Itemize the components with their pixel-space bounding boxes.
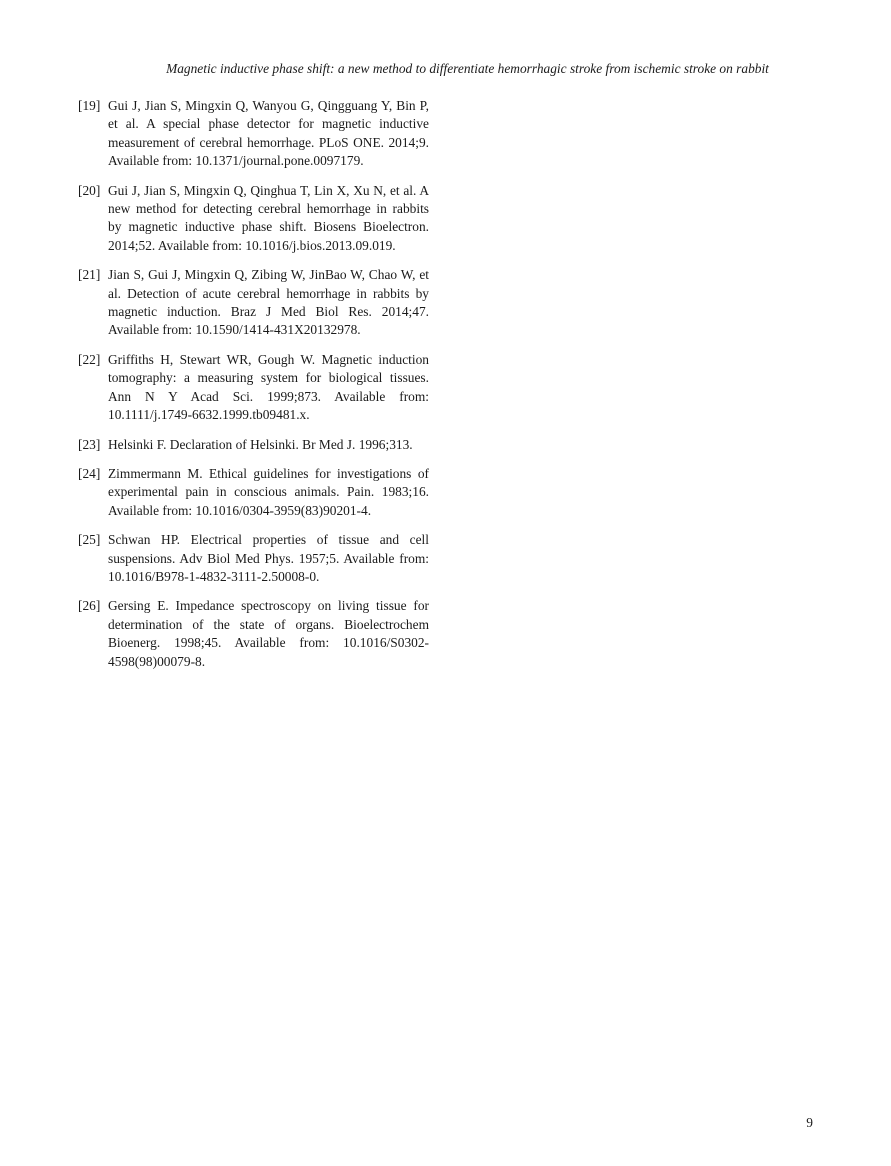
reference-item — [78, 351, 429, 425]
reference-list — [78, 97, 429, 682]
reference-item — [78, 597, 429, 671]
reference-text: Gui J, Jian S, Mingxin Q, Wanyou G, Qingguang Y, Bin P, et al. A special phase detector for magnetic inductive measurement of cerebral hemorrhage. PLoS ONE. 2014;9. Available from: 10.1371/journal.pone.0097179. — [108, 98, 429, 169]
reference-text: Helsinki F. Declaration of Helsinki. Br Med J. 1996;313. — [108, 436, 413, 452]
reference-text: Griffiths H, Stewart WR, Gough W. Magnetic induction tomography: a measuring system for biological tissues. Ann N Y Acad Sci. 1999;873. Available from: 10.1111/j.1749-6632.1999.tb09481.x. — [108, 351, 429, 423]
reference-text: Gersing E. Impedance spectroscopy on living tissue for determination of the state of organs. Bioelectrochem Bioenerg. 1998;45. Available from: 10.1016/S0302-4598(98)00079-8. — [108, 598, 429, 669]
reference-text: Zimmermann M. Ethical guidelines for investigations of experimental pain in conscious animals. Pain. 1983;16. Available from: 10.1016/0304-3959(83)90201-4. — [108, 465, 429, 518]
reference-item — [78, 182, 429, 256]
reference-item — [78, 465, 429, 520]
reference-item — [78, 266, 429, 340]
running-header: Magnetic inductive phase shift: a new method to differentiate hemorrhagic stroke from ischemic stroke on rabbit — [166, 61, 769, 76]
reference-item — [78, 531, 429, 586]
reference-number: [26] — [78, 598, 101, 614]
reference-number: [19] — [78, 98, 101, 113]
reference-item — [78, 436, 429, 454]
reference-number: [23] — [78, 436, 101, 452]
reference-number: [21] — [78, 267, 101, 283]
reference-text: Jian S, Gui J, Mingxin Q, Zibing W, JinBao W, Chao W, et al. Detection of acute cerebral hemorrhage in rabbits by magnetic induction. Braz J Med Biol Res. 2014;47. Available from: 10.1590/1414-431X20132978. — [108, 267, 429, 338]
reference-number: [22] — [78, 351, 101, 367]
reference-text: Schwan HP. Electrical properties of tissue and cell suspensions. Adv Biol Med Phys. 1957;5. Available from: 10.1016/B978-1-4832-3111-2.50008-0. — [108, 532, 429, 584]
reference-number: [20] — [78, 182, 101, 198]
reference-number: [24] — [78, 465, 101, 481]
reference-number: [25] — [78, 532, 101, 548]
reference-text: Gui J, Jian S, Mingxin Q, Qinghua T, Lin X, Xu N, et al. A new method for detecting cerebral hemorrhage in rabbits by magnetic inductive phase shift. Biosens Bioelectron. 2014;52. Available from: 10.1016/j.bios.2013.09.019. — [108, 182, 429, 253]
page-number: 9 — [806, 1115, 813, 1130]
reference-item — [78, 97, 429, 171]
